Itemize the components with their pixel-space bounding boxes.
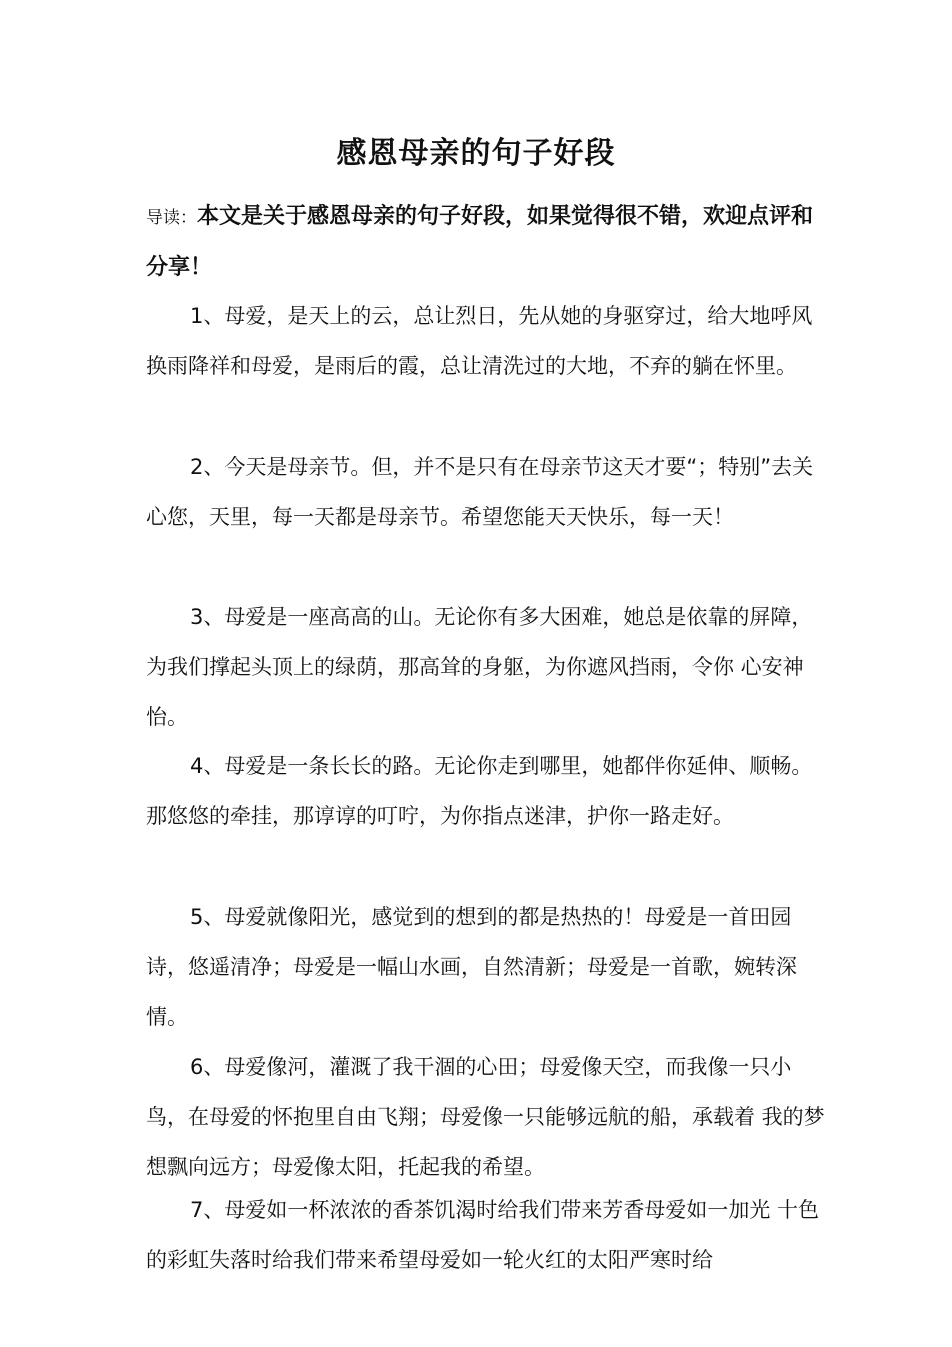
paragraph-4: 4、母爱是一条长长的路。无论你走到哪里，她都伴你延伸、顺畅。那悠悠的牵挂，那谆谆的叮咛，为你指点迷津，护你一路走好。	[146, 754, 813, 828]
intro-label: 导读：	[146, 208, 197, 228]
paragraph-1: 1、母爱，是天上的云，总让烈日，先从她的身驱穿过，给大地呼风换雨降祥和母爱，是雨后的霞，总让清洗过的大地，不弃的躺在怀里。	[146, 304, 813, 378]
intro-text: 本文是关于感恩母亲的句子好段，如果觉得很不错，欢迎点评和分享！	[146, 204, 814, 280]
paragraph-6: 6、母爱像河，灌溉了我干涸的心田；母爱像天空，而我像一只小鸟，在母爱的怀抱里自由飞翔；母爱像一只能够远航的船，承载着 我的梦想飘向远方；母爱像太阳，托起我的希望。	[146, 1055, 825, 1179]
document-title: 感恩母亲的句子好段	[336, 136, 616, 171]
paragraph-7: 7、母爱如一杯浓浓的香茶饥渴时给我们带来芳香母爱如一加光 十色的彩虹失落时给我们带来希望母爱如一轮火红的太阳严寒时给	[146, 1198, 820, 1272]
paragraph-3: 3、母爱是一座高高的山。无论你有多大困难，她总是依靠的屏障，为我们撑起头顶上的绿荫，那高耸的身躯，为你遮风挡雨，令你 心安神怡。	[146, 605, 813, 729]
paragraph-2: 2、今天是母亲节。但，并不是只有在母亲节这天才要“；特别”去关心您，天里，每一天都是母亲节。希望您能天天快乐，每一天！	[146, 455, 814, 529]
intro-paragraph	[146, 192, 826, 293]
paragraph-5: 5、母爱就像阳光，感觉到的想到的都是热热的！母爱是一首田园诗，悠遥清净；母爱是一幅山水画，自然清新；母爱是一首歌，婉转深情。	[146, 905, 797, 1029]
